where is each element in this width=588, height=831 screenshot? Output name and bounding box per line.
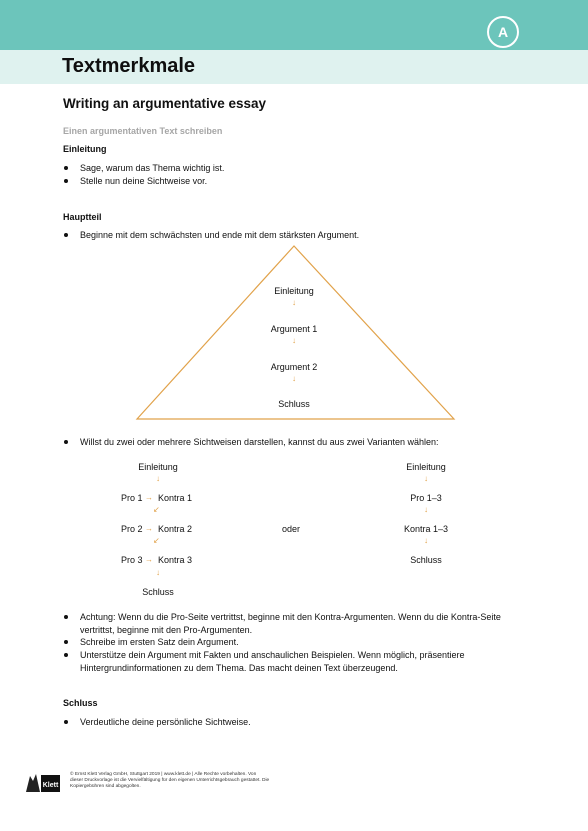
variant-a-schluss: Schluss	[142, 587, 174, 597]
arrow-down-icon: ↓	[292, 298, 296, 307]
pyramid-step: Einleitung	[274, 286, 314, 296]
page-title: Textmerkmale	[62, 55, 196, 77]
variant-b-step: Pro 1–3	[410, 493, 442, 503]
list-item: Schreibe im ersten Satz dein Argument.	[80, 636, 525, 649]
arrow-down-icon: ↓	[156, 474, 160, 483]
pyramid-step: Argument 2	[270, 362, 318, 372]
subheading: Einen argumentativen Text schreiben	[63, 126, 223, 136]
variant-b-step: Schluss	[410, 555, 442, 565]
oder-label: oder	[281, 524, 301, 534]
list-item: Beginne mit dem schwächsten und ende mit dem stärksten Argument.	[80, 230, 360, 240]
klett-logo	[24, 772, 62, 794]
arrow-down-icon: ↓	[292, 336, 296, 345]
variant-a-pro: Pro 1	[121, 493, 143, 503]
variant-a-kontra: Kontra 3	[158, 555, 193, 565]
list-item: Willst du zwei oder mehrere Sichtweisen darstellen, kannst du aus zwei Varianten wählen:	[80, 437, 439, 447]
arrow-down-left-icon: ↙	[153, 505, 160, 514]
list-item: Stelle nun deine Sichtweise vor.	[80, 176, 208, 186]
heading: Writing an argumentative essay	[63, 96, 267, 111]
arrow-down-left-icon: ↙	[153, 536, 160, 545]
arrow-down-icon: ↓	[424, 474, 428, 483]
arrow-right-icon: →	[145, 555, 153, 564]
list-item: Unterstütze dein Argument mit Fakten und anschaulichen Beispielen. Wenn möglich, präsentiere Hintergrundinformationen zu dem Thema. Das macht deinen Text überzeugend.	[80, 649, 525, 674]
arrow-down-icon: ↓	[424, 536, 428, 545]
variant-a-kontra: Kontra 2	[158, 524, 193, 534]
level-badge: A	[487, 16, 519, 48]
variant-a-pro: Pro 2	[121, 524, 143, 534]
variant-a-einleitung: Einleitung	[138, 462, 178, 472]
section-title-einleitung: Einleitung	[63, 144, 107, 154]
variant-a-kontra: Kontra 1	[158, 493, 193, 503]
list-item: Achtung: Wenn du die Pro-Seite vertrittst, beginne mit den Kontra-Argumenten. Wenn du die Kontra-Seite vertrittst, beginne mit den Pro-Argumenten.	[80, 611, 525, 636]
list-item: Verdeutliche deine persönliche Sichtweise.	[80, 717, 251, 727]
arrow-right-icon: →	[145, 493, 153, 502]
arrow-down-icon: ↓	[424, 505, 428, 514]
section-title-hauptteil: Hauptteil	[63, 212, 102, 222]
list-item: Sage, warum das Thema wichtig ist.	[80, 163, 225, 173]
pyramid-step: Argument 1	[270, 324, 318, 334]
variant-b-step: Kontra 1–3	[403, 524, 449, 534]
pyramid-step: Schluss	[278, 399, 310, 409]
copyright-notice: © Ernst Klett Verlag GmbH, Stuttgart 2019 | www.klett.de | Alle Rechte vorbehalten. Von dieser Druckvorlage ist die Vervielfältigung für den eigenen Unterrichtsgebrauch gestattet. Die Kopiergebühren sind abgegolten.	[70, 772, 270, 790]
arrow-down-icon: ↓	[292, 374, 296, 383]
svg-text:Klett: Klett	[42, 782, 59, 789]
section-title-schluss: Schluss	[63, 698, 98, 708]
variant-a-pro: Pro 3	[121, 555, 143, 565]
arrow-right-icon: →	[145, 524, 153, 533]
arrow-down-icon: ↓	[156, 568, 160, 577]
variant-b-step: Einleitung	[406, 462, 446, 472]
